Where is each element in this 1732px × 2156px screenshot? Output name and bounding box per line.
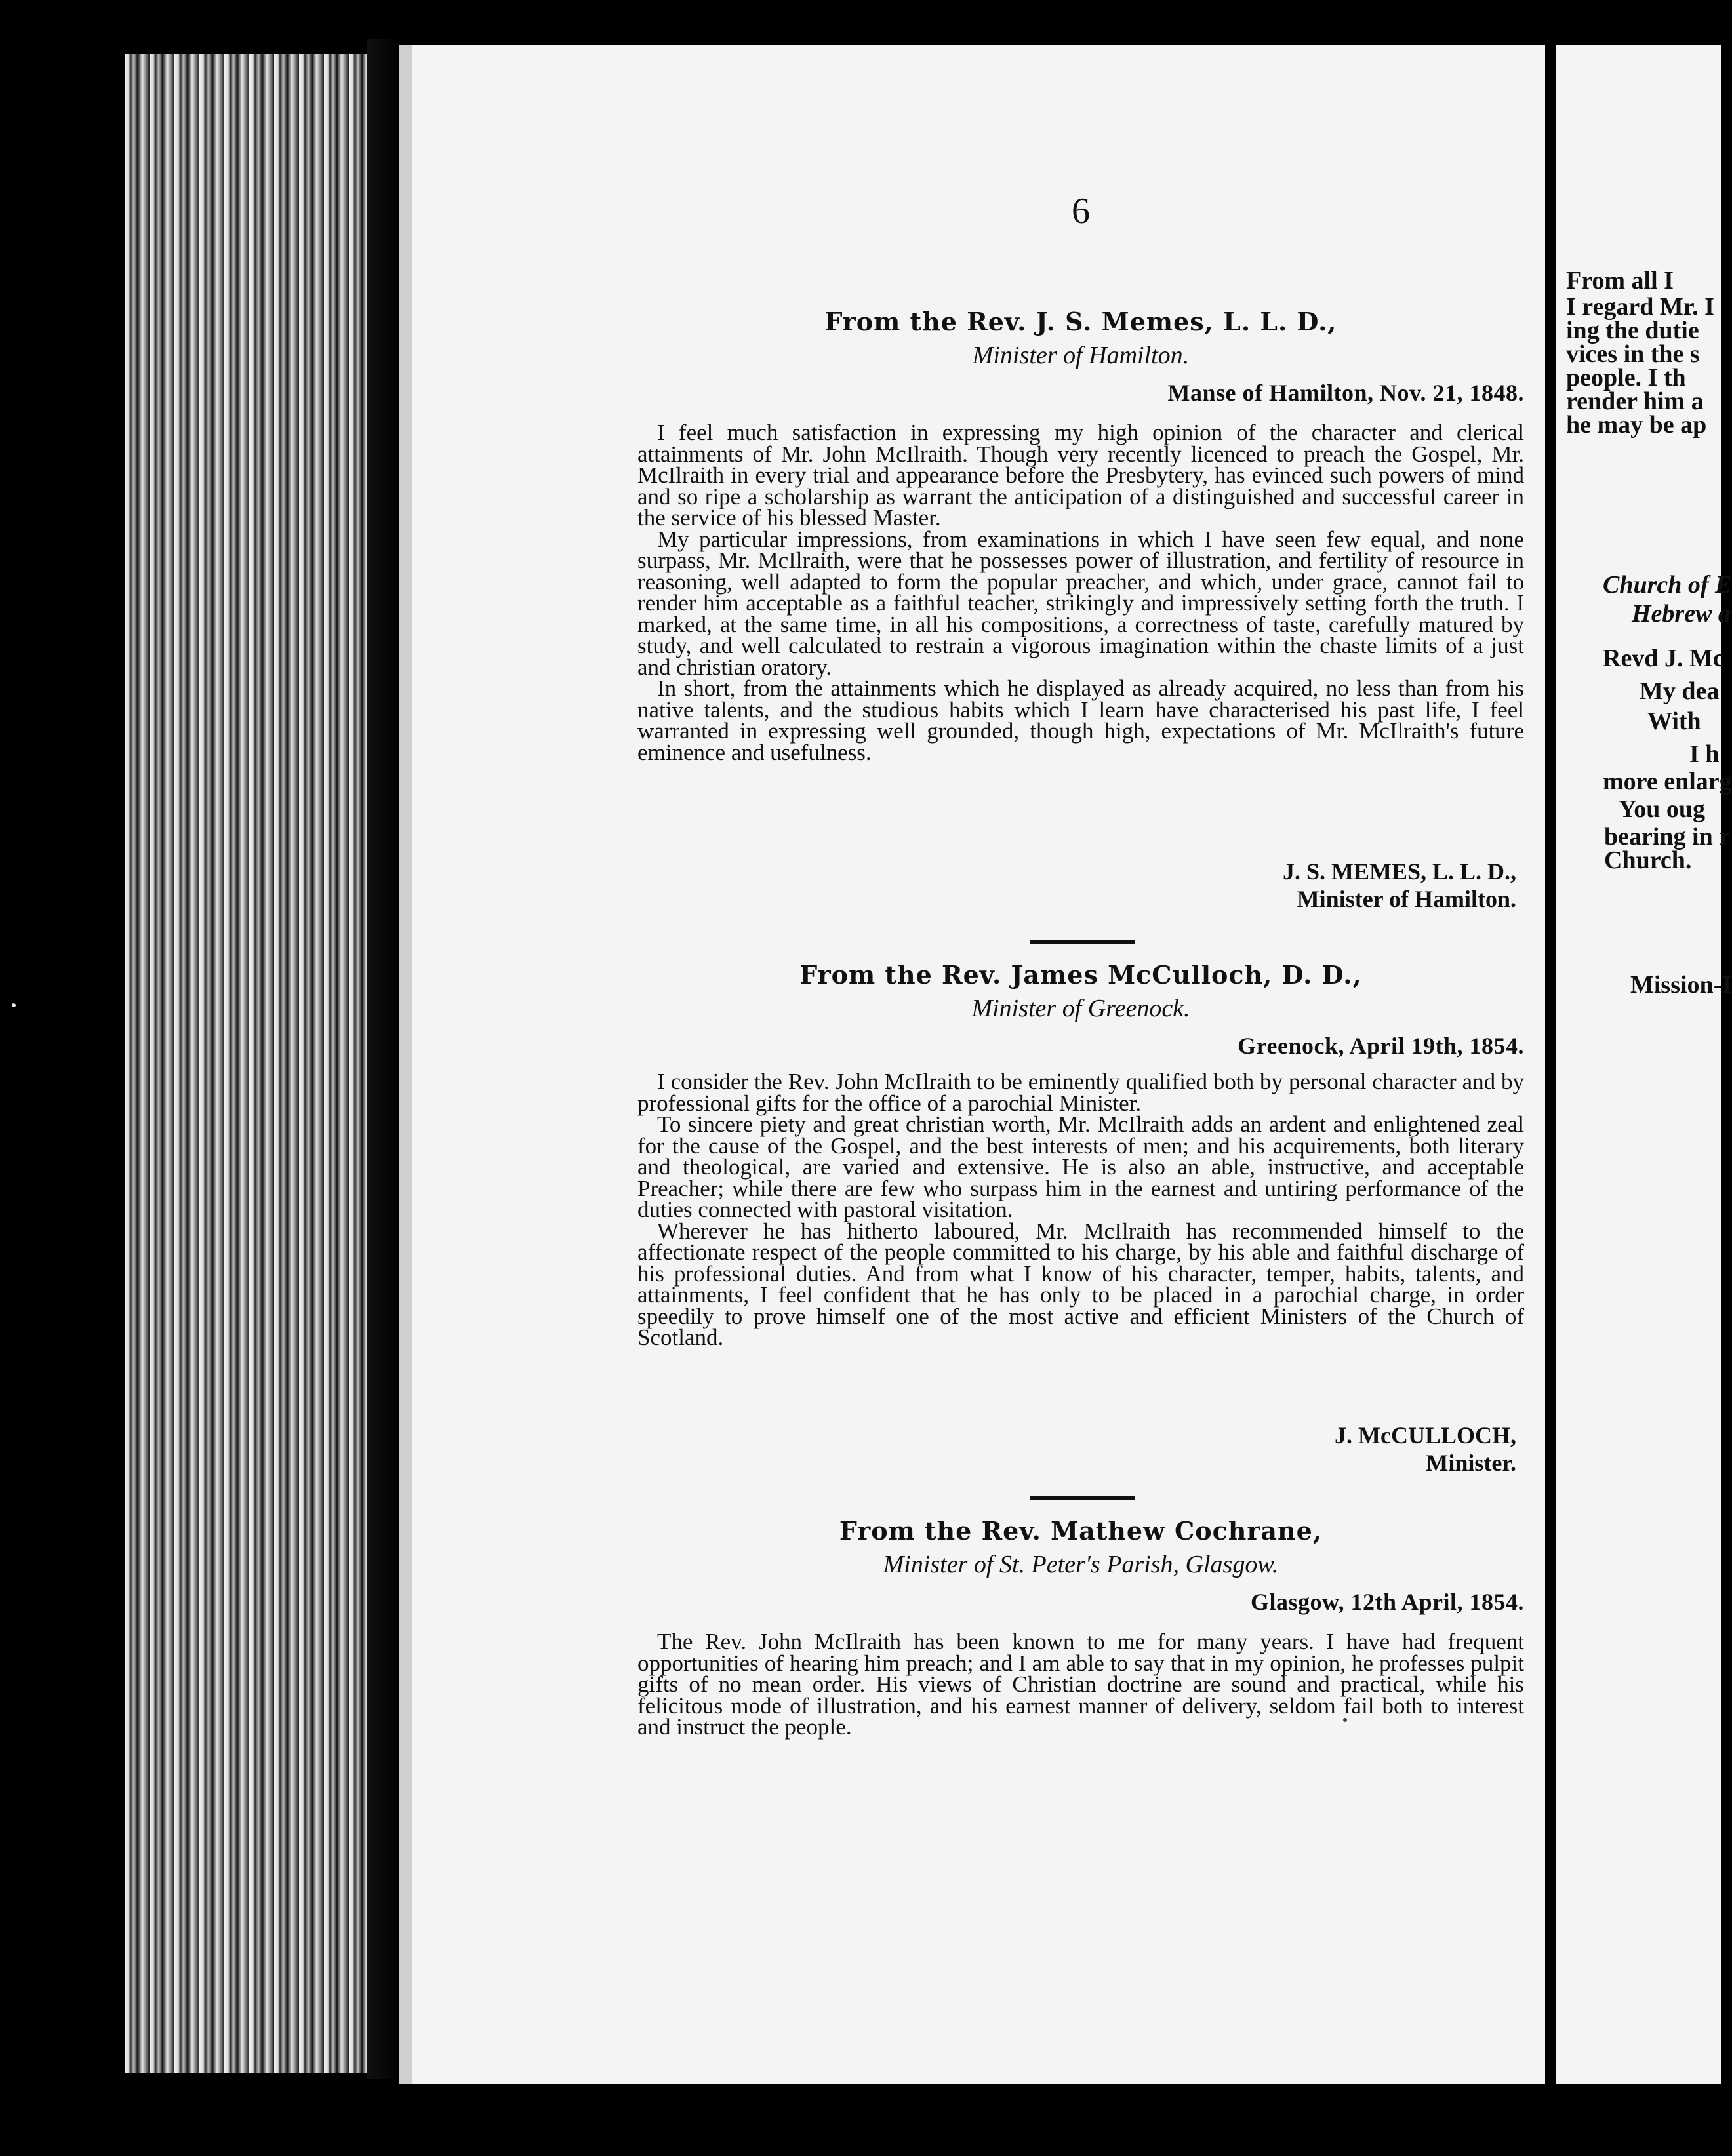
facing-fragment: You oug [1619,795,1705,823]
letter-1-heading: From the Rev. J. S. Memes, L. L. D., [824,307,1337,336]
facing-fragment: With [1647,708,1701,735]
facing-fragment: From all I [1566,267,1674,294]
letter-2-paragraph: I consider the Rev. John McIlraith to be eminently qualified both by personal character and by professional gifts for the office of a parochial Minister. [637,1069,1524,1116]
facing-fragment: bearing in r [1604,823,1731,850]
letter-2-body [637,1071,1524,1349]
letter-2-paragraph: Wherever he has hitherto laboured, Mr. McIlraith has recommended himself to the affectionate respect of the people committed to his charge, by his able and faithful discharge of his professional duties. And from what I know of his character, temper, habits, talents, and attainments, I feel confident that he has only to be placed in a parochial charge, in order speedily to prove himself one of the most active and efficient Ministers of the Church of Scotland. [637,1218,1524,1350]
letter-2-signature [1335,1422,1516,1477]
letter-2-title: Minister of Greenock. [971,995,1190,1022]
letter-1-body [637,422,1524,763]
letter-2-dateline: Greenock, April 19th, 1854. [1238,1033,1524,1059]
facing-fragment: My dea [1640,677,1720,705]
letter-3-dateline: Glasgow, 12th April, 1854. [1250,1589,1524,1615]
letter-3-title: Minister of St. Peter's Parish, Glasgow. [883,1551,1279,1578]
letter-1-paragraph: My particular impressions, from examinations in which I have seen few equal, and none surpass, Mr. McIlraith, were that he possesses power of illustration, and fertility of resource in reasoning, well adapted to form the popular preacher, and which, under grace, cannot fail to render him acceptable as a faithful teacher, strikingly and impressively setting forth the truth. I marked, at the same time, in all his compositions, a correctness of taste, carefully matured by study, and well calculated to restrain a vigorous imagination within the chaste limits of a just and christian oratory. [637,526,1524,680]
facing-fragment: Mission-I [1630,971,1732,999]
letter-1-signature [1283,858,1516,913]
letter-1-paragraph: In short, from the attainments which he displayed as already acquired, no less than from his native talents, and the studious habits which I learn have characterised his past life, I feel warranted in expressing well grounded, though high, expectations of Mr. McIlraith's future eminence and usefulness. [637,675,1524,765]
letter-2-signature-name: J. McCULLOCH, [1335,1422,1516,1448]
facing-fragment: vices in the s [1566,340,1700,368]
facing-fragment: more enlarg [1603,768,1732,795]
letter-1-title: Minister of Hamilton. [972,342,1190,369]
facing-fragment: I h [1689,740,1720,768]
facing-fragment: Hebrew a [1632,600,1731,628]
letter-1-paragraph: I feel much satisfaction in expressing my high opinion of the character and clerical attainments of Mr. John McIlraith. Though very recently licenced to preach the Gospel, Mr. McIlraith in every trial and appearance before the Presbytery, has evinced such powers of mind and so ripe a scholarship as warrant the anticipation of a distinguished and successful career in the service of his blessed Master. [637,420,1524,530]
letter-2-signature-title: Minister. [1426,1450,1516,1476]
letter-3-paragraph: The Rev. John McIlraith has been known to me for many years. I have had frequent opportunities of hearing him preach; and I am able to say that in my opinion, he professes pulpit gifts of no mean order. His views of Christian doctrine are sound and practical, while his felicitous mode of illustration, and his earnest manner of delivery, seldom fail both to interest and instruct the people. [637,1629,1524,1740]
book-page-edges [125,54,400,2073]
letter-2-paragraph: To sincere piety and great christian worth, Mr. McIlraith adds an ardent and enlightened zeal for the cause of the Gospel, and the best interests of men; and his acquirements, both literary and theological, are varied and extensive. He is also an able, instructive, and acceptable Preacher; while there are few who surpass him in the earnest and untiring performance of the duties connected with pastoral visitation. [637,1111,1524,1222]
scan-speck [12,1003,16,1007]
letter-1-dateline: Manse of Hamilton, Nov. 21, 1848. [1167,380,1524,406]
facing-fragment: Church. [1604,847,1692,874]
letter-2-heading: From the Rev. James McCulloch, D. D., [799,960,1362,989]
facing-fragment: render him a [1566,388,1704,415]
facing-fragment: ing the dutie [1566,317,1699,344]
section-divider [1030,1496,1135,1500]
facing-fragment: he may be ap [1566,411,1707,439]
facing-fragment: Church of E [1603,571,1732,599]
scan-speck [1343,1718,1347,1722]
letter-3-body [637,1631,1524,1738]
facing-fragment: Revd J. Mc [1603,645,1724,672]
gutter-shadow [367,39,400,2079]
letter-1-signature-name: J. S. MEMES, L. L. D., [1282,858,1516,885]
facing-page [1556,45,1732,2084]
page-number: 6 [1072,191,1090,231]
facing-fragment: people. I th [1566,364,1686,391]
letter-3-heading: From the Rev. Mathew Cochrane, [839,1516,1323,1546]
section-divider [1030,940,1135,944]
facing-fragment: I regard Mr. I [1566,293,1714,321]
left-page [399,45,1545,2084]
letter-1-signature-title: Minister of Hamilton. [1297,886,1516,912]
